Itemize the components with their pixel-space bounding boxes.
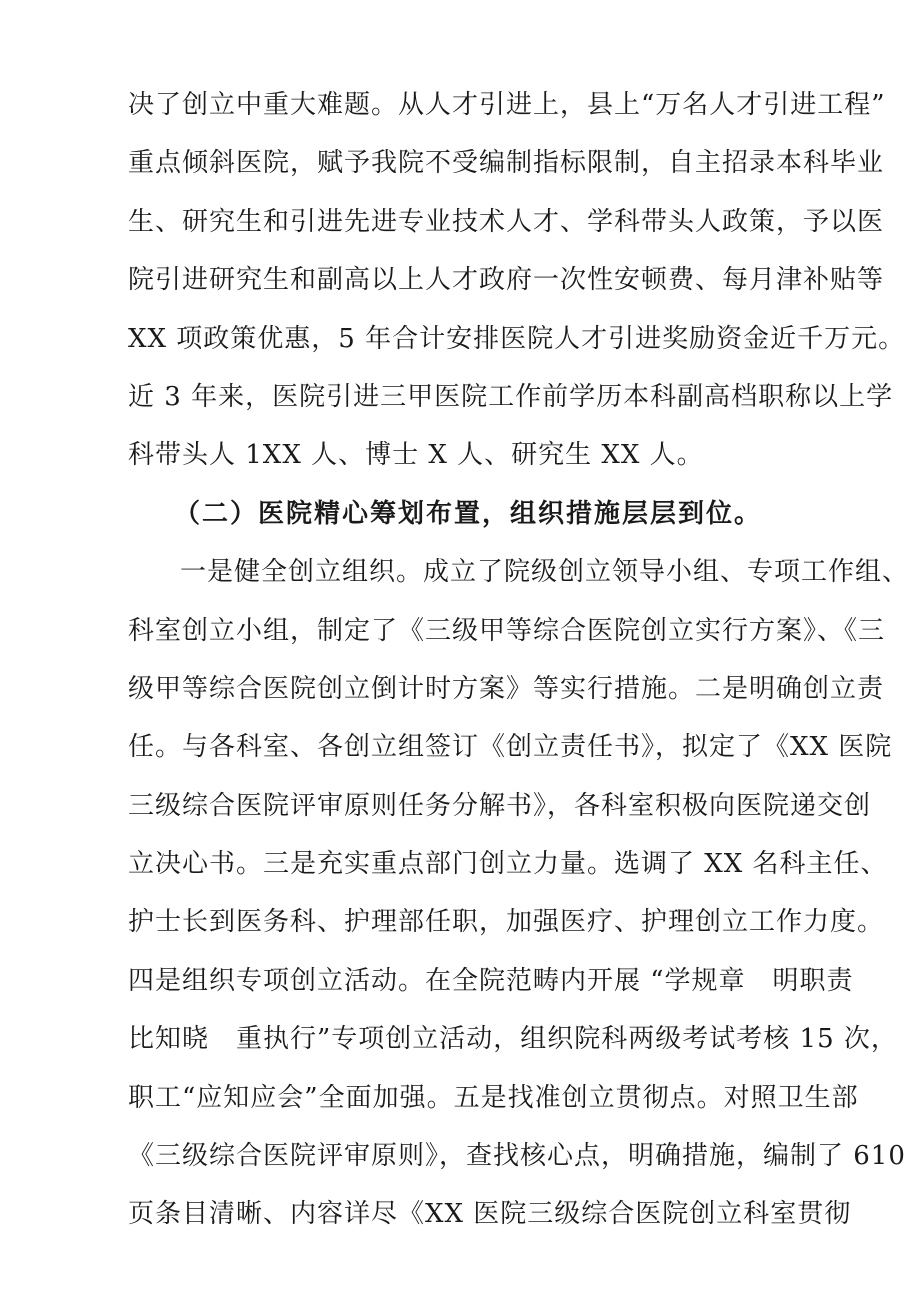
text-line: XX 项政策优惠，5 年合计安排医院人才引进奖励资金近千万元。 (128, 323, 906, 354)
text-line: 重点倾斜医院，赋予我院不受编制指标限制，自主招录本科毕业 (128, 148, 885, 179)
text-line: 一是健全创立组织。成立了院级创立领导小组、专项工作组、 (180, 557, 910, 588)
text-line: 立决心书。三是充实重点部门创立力量。选调了 XX 名科主任、 (128, 849, 888, 880)
text-line: 护士长到医务科、护理部任职，加强医疗、护理创立工作力度。 (128, 907, 885, 938)
text-line: 级甲等综合医院创立倒计时方案》等实行措施。二是明确创立责 (128, 673, 885, 704)
text-line: 科室创立小组，制定了《三级甲等综合医院创立实行方案》、《三 (128, 615, 886, 646)
text-line: 院引进研究生和副高以上人才政府一次性安顿费、每月津补贴等 (128, 265, 885, 296)
text-line: 职工“应知应会”全面加强。五是找准创立贯彻点。对照卫生部 (128, 1082, 859, 1113)
text-line: 决了创立中重大难题。从人才引进上，县上“万名人才引进工程” (128, 90, 886, 120)
text-line: 比知晓 重执行”专项创立活动，组织院科两级考试考核 15 次， (128, 1024, 898, 1055)
document-body (128, 76, 910, 1244)
text-line: 《三级综合医院评审原则》，查找核心点，明确措施，编制了 610 (128, 1141, 906, 1172)
text-line: 任。与各科室、各创立组签订《创立责任书》，拟定了《XX 医院 (128, 732, 893, 763)
text-line: 近 3 年来，医院引进三甲医院工作前学历本科副高档职称以上学 (128, 381, 894, 412)
text-line: 生、研究生和引进先进专业技术人才、学科带头人政策，予以医 (128, 206, 885, 237)
text-line: 科带头人 1XX 人、博士 X 人、研究生 XX 人。 (128, 440, 704, 471)
text-line: 四是组织专项创立活动。在全院范畴内开展 “学规章 明职责 (128, 965, 854, 996)
text-line: 页条目清晰、内容详尽《XX 医院三级综合医院创立科室贯彻 (128, 1199, 852, 1230)
section-heading: （二）医院精心筹划布置，组织措施层层到位。 (174, 498, 763, 529)
text-line: 三级综合医院评审原则任务分解书》，各科室积极向医院递交创 (128, 790, 872, 821)
